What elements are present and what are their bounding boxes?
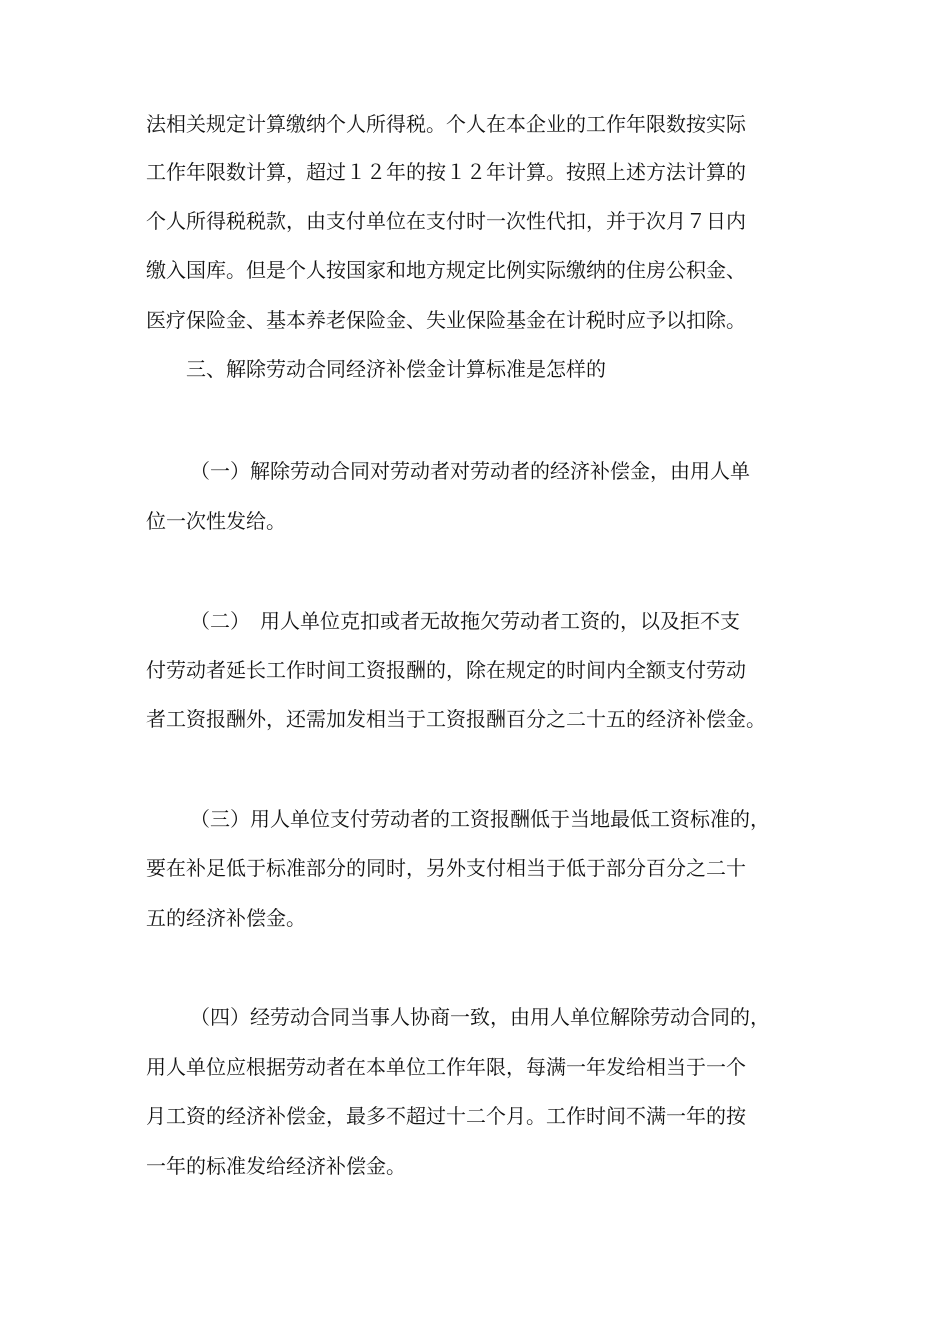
text-line: （三）用人单位支付劳动者的工资报酬低于当地最低工资标准的， bbox=[190, 807, 770, 831]
text-line: 医疗保险金、基本养老保险金、失业保险基金在计税时应予以扣除。 bbox=[146, 308, 746, 332]
text-line: 月工资的经济补偿金，最多不超过十二个月。工作时间不满一年的按 bbox=[146, 1104, 746, 1128]
text-line: 付劳动者延长工作时间工资报酬的，除在规定的时间内全额支付劳动 bbox=[146, 658, 746, 682]
text-line: 一年的标准发给经济补偿金。 bbox=[146, 1154, 406, 1178]
text-line: 缴入国库。但是个人按国家和地方规定比例实际缴纳的住房公积金、 bbox=[146, 258, 746, 282]
text-line: 工作年限数计算，超过１２年的按１２年计算。按照上述方法计算的 bbox=[146, 160, 746, 184]
text-line: 个人所得税税款，由支付单位在支付时一次性代扣，并于次月７日内 bbox=[146, 209, 746, 233]
text-line: 者工资报酬外，还需加发相当于工资报酬百分之二十五的经济补偿金。 bbox=[146, 707, 766, 731]
section-heading: 三、解除劳动合同经济补偿金计算标准是怎样的 bbox=[186, 357, 606, 381]
text-line: （一）解除劳动合同对劳动者对劳动者的经济补偿金，由用人单 bbox=[190, 459, 750, 483]
text-line: （二） 用人单位克扣或者无故拖欠劳动者工资的，以及拒不支 bbox=[190, 609, 740, 633]
text-line: 用人单位应根据劳动者在本单位工作年限，每满一年发给相当于一个 bbox=[146, 1055, 746, 1079]
text-line: 法相关规定计算缴纳个人所得税。个人在本企业的工作年限数按实际 bbox=[146, 112, 746, 136]
text-line: （四）经劳动合同当事人协商一致，由用人单位解除劳动合同的， bbox=[190, 1005, 770, 1029]
text-line: 位一次性发给。 bbox=[146, 509, 286, 533]
text-line: 要在补足低于标准部分的同时，另外支付相当于低于部分百分之二十 bbox=[146, 856, 746, 880]
text-line: 五的经济补偿金。 bbox=[146, 906, 306, 930]
